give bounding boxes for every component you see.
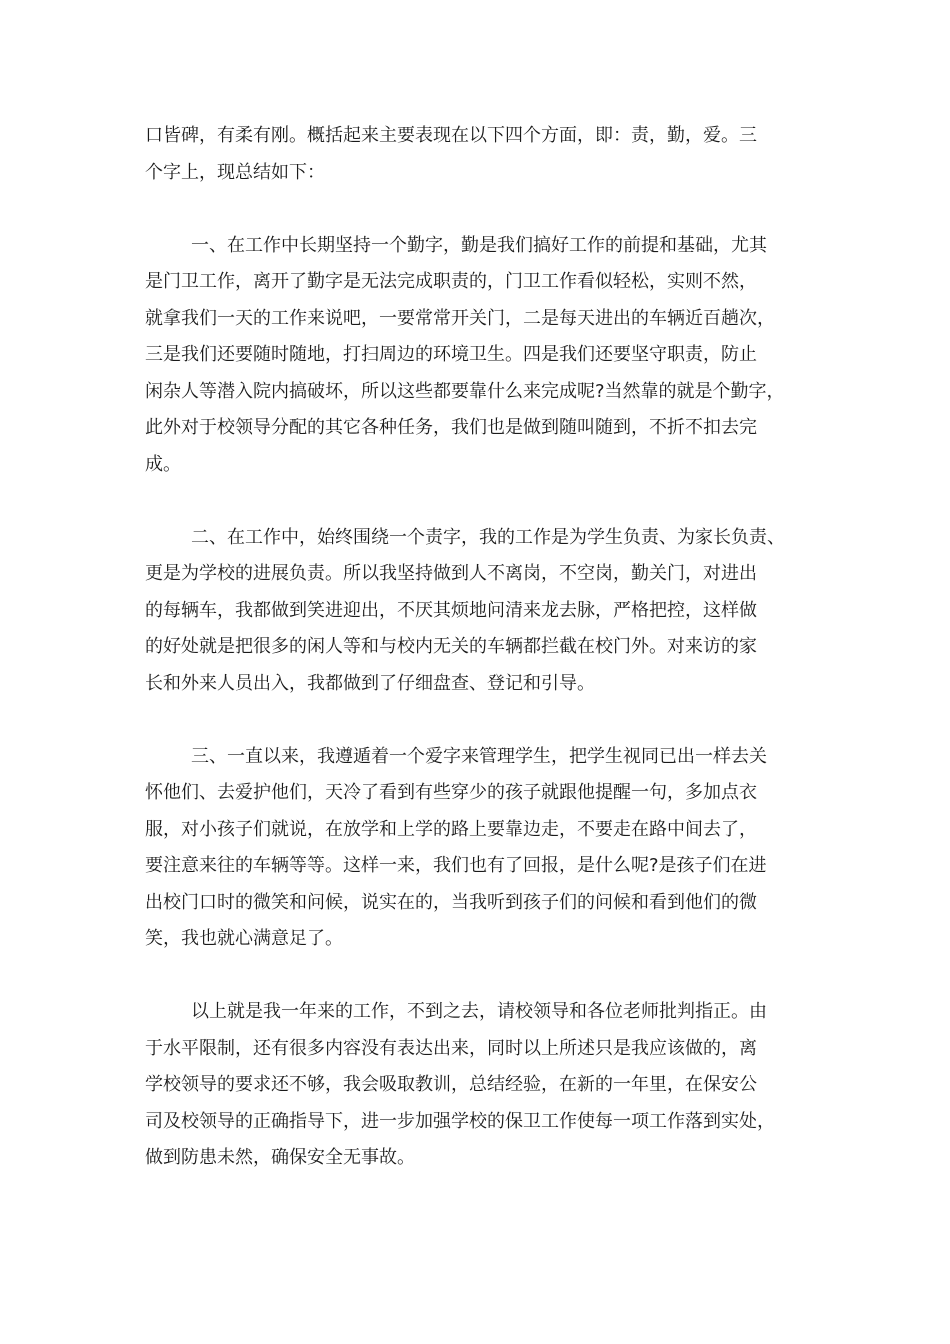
text-line: 闲杂人等潜入院内搞破坏，所以这些都要靠什么来完成呢?当然靠的就是个勤字， xyxy=(145,380,785,402)
text-line: 二、在工作中，始终围绕一个责字，我的工作是为学生负责、为家长负责、 xyxy=(191,526,785,548)
paragraph-diligence xyxy=(145,228,817,484)
text-line: 口皆碑，有柔有刚。概括起来主要表现在以下四个方面，即：责，勤，爱。三 xyxy=(145,125,757,146)
text-line: 怀他们、去爱护他们，天冷了看到有些穿少的孩子就跟他提醒一句，多加点衣 xyxy=(145,782,757,803)
text-line: 是门卫工作，离开了勤字是无法完成职责的，门卫工作看似轻松，实则不然， xyxy=(145,271,757,292)
paragraph-intro xyxy=(145,118,817,191)
text-line: 做到防患未然，确保安全无事故。 xyxy=(145,1147,415,1168)
paragraph-gap xyxy=(145,191,817,228)
text-line: 更是为学校的进展负责。所以我坚持做到人不离岗，不空岗，勤关门，对进出 xyxy=(145,563,757,584)
paragraph-gap xyxy=(145,702,817,739)
text-line: 学校领导的要求还不够，我会吸取教训，总结经验，在新的一年里，在保安公 xyxy=(145,1074,757,1095)
text-line: 出校门口时的微笑和问候，说实在的，当我听到孩子们的问候和看到他们的微 xyxy=(145,891,757,913)
paragraph-conclusion xyxy=(145,994,817,1177)
text-line: 三、一直以来，我遵遁着一个爱字来管理学生，把学生视同已出一样去关 xyxy=(191,745,767,767)
text-line: 一、在工作中长期坚持一个勤字，勤是我们搞好工作的前提和基础，尤其 xyxy=(191,234,767,256)
text-line: 就拿我们一天的工作来说吧，一要常常开关门，二是每天进出的车辆近百趟次， xyxy=(145,307,775,329)
text-line: 成。 xyxy=(145,453,181,475)
text-line: 的好处就是把很多的闲人等和与校内无关的车辆都拦截在校门外。对来访的家 xyxy=(145,636,757,657)
text-line: 笑，我也就心满意足了。 xyxy=(145,928,343,949)
paragraph-gap xyxy=(145,483,817,520)
text-line: 服，对小孩子们就说，在放学和上学的路上要靠边走，不要走在路中间去了， xyxy=(145,818,757,840)
text-line: 三是我们还要随时随地，打扫周边的环境卫生。四是我们还要坚守职责，防止 xyxy=(145,344,757,365)
document-body xyxy=(145,118,817,1177)
paragraph-gap xyxy=(145,958,817,995)
text-line: 长和外来人员出入，我都做到了仔细盘查、登记和引导。 xyxy=(145,672,595,694)
paragraph-love xyxy=(145,739,817,958)
text-line: 要注意来往的车辆等等。这样一来，我们也有了回报，是什么呢?是孩子们在进 xyxy=(145,855,767,876)
text-line: 此外对于校领导分配的其它各种任务，我们也是做到随叫随到，不折不扣去完 xyxy=(145,417,757,438)
text-line: 司及校领导的正确指导下，进一步加强学校的保卫工作使每一项工作落到实处， xyxy=(145,1110,775,1132)
paragraph-responsibility xyxy=(145,520,817,703)
text-line: 于水平限制，还有很多内容没有表达出来，同时以上所述只是我应该做的，离 xyxy=(145,1037,757,1059)
text-line: 个字上，现总结如下： xyxy=(145,161,325,183)
text-line: 以上就是我一年来的工作，不到之去，请校领导和各位老师批判指正。由 xyxy=(191,1001,767,1022)
text-line: 的每辆车，我都做到笑进迎出，不厌其烦地问清来龙去脉，严格把控，这样做 xyxy=(145,599,757,621)
